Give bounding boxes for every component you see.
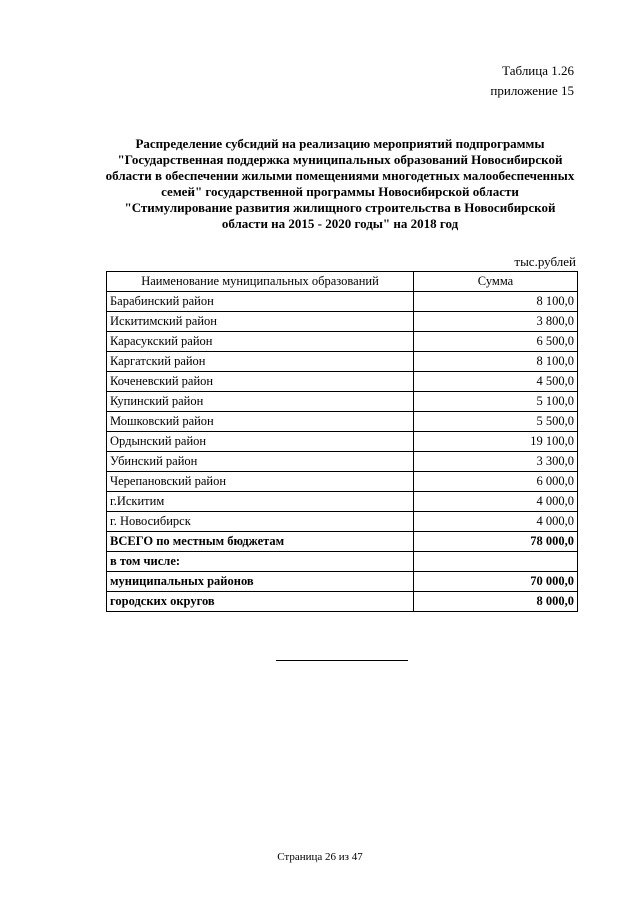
table-row <box>107 292 578 312</box>
table-row <box>107 452 578 472</box>
total-label: ВСЕГО по местным бюджетам <box>107 532 414 552</box>
total-row <box>107 532 578 552</box>
subtotal-label: городских округов <box>107 592 414 612</box>
sum-value: 6 500,0 <box>414 332 578 352</box>
subtotal-value: 8 000,0 <box>414 592 578 612</box>
subtotal-row <box>107 572 578 592</box>
municipality-name: г.Искитим <box>107 492 414 512</box>
table-row <box>107 372 578 392</box>
sum-value: 6 000,0 <box>414 472 578 492</box>
table-row <box>107 332 578 352</box>
column-header-name: Наименование муниципальных образований <box>107 272 414 292</box>
sum-value: 3 300,0 <box>414 452 578 472</box>
title-line: области в обеспечении жилыми помещениями многодетных малообеспеченных <box>105 168 575 183</box>
subtotal-label: муниципальных районов <box>107 572 414 592</box>
sum-value: 3 800,0 <box>414 312 578 332</box>
units-label: тыс.рублей <box>514 254 576 269</box>
subtotal-row <box>107 592 578 612</box>
sum-value: 8 100,0 <box>414 292 578 312</box>
table-row <box>107 312 578 332</box>
page-footer: Страница 26 из 47 <box>277 851 363 863</box>
subtotal-value: 70 000,0 <box>414 572 578 592</box>
including-label: в том числе: <box>107 552 414 572</box>
table-row <box>107 432 578 452</box>
separator-line <box>276 660 408 661</box>
document-title <box>100 136 580 232</box>
title-line: семей" государственной программы Новосибирской области <box>161 184 519 199</box>
title-line: "Государственная поддержка муниципальных образований Новосибирской <box>117 152 563 167</box>
table-row <box>107 512 578 532</box>
table-number: Таблица 1.26 <box>502 63 574 78</box>
municipality-name: Убинский район <box>107 452 414 472</box>
municipality-name: Каргатский район <box>107 352 414 372</box>
including-value <box>414 552 578 572</box>
sum-value: 8 100,0 <box>414 352 578 372</box>
header-block <box>490 61 574 101</box>
title-line: "Стимулирование развития жилищного строительства в Новосибирской <box>124 200 556 215</box>
total-value: 78 000,0 <box>414 532 578 552</box>
including-row <box>107 552 578 572</box>
table-row <box>107 472 578 492</box>
sum-value: 4 000,0 <box>414 492 578 512</box>
municipality-name: Купинский район <box>107 392 414 412</box>
title-line: Распределение субсидий на реализацию мероприятий подпрограммы <box>135 136 545 151</box>
municipality-name: Искитимский район <box>107 312 414 332</box>
sum-value: 19 100,0 <box>414 432 578 452</box>
sum-value: 5 100,0 <box>414 392 578 412</box>
subsidy-table <box>106 271 578 612</box>
table-row <box>107 412 578 432</box>
municipality-name: Карасукский район <box>107 332 414 352</box>
table-row <box>107 352 578 372</box>
municipality-name: Коченевский район <box>107 372 414 392</box>
municipality-name: Мошковский район <box>107 412 414 432</box>
table-row <box>107 392 578 412</box>
sum-value: 5 500,0 <box>414 412 578 432</box>
municipality-name: Черепановский район <box>107 472 414 492</box>
appendix-number: приложение 15 <box>490 83 574 98</box>
municipality-name: г. Новосибирск <box>107 512 414 532</box>
municipality-name: Ордынский район <box>107 432 414 452</box>
municipality-name: Барабинский район <box>107 292 414 312</box>
table-row <box>107 492 578 512</box>
column-header-sum: Сумма <box>414 272 578 292</box>
sum-value: 4 500,0 <box>414 372 578 392</box>
title-line: области на 2015 - 2020 годы" на 2018 год <box>221 216 459 231</box>
table-header-row <box>107 272 578 292</box>
sum-value: 4 000,0 <box>414 512 578 532</box>
